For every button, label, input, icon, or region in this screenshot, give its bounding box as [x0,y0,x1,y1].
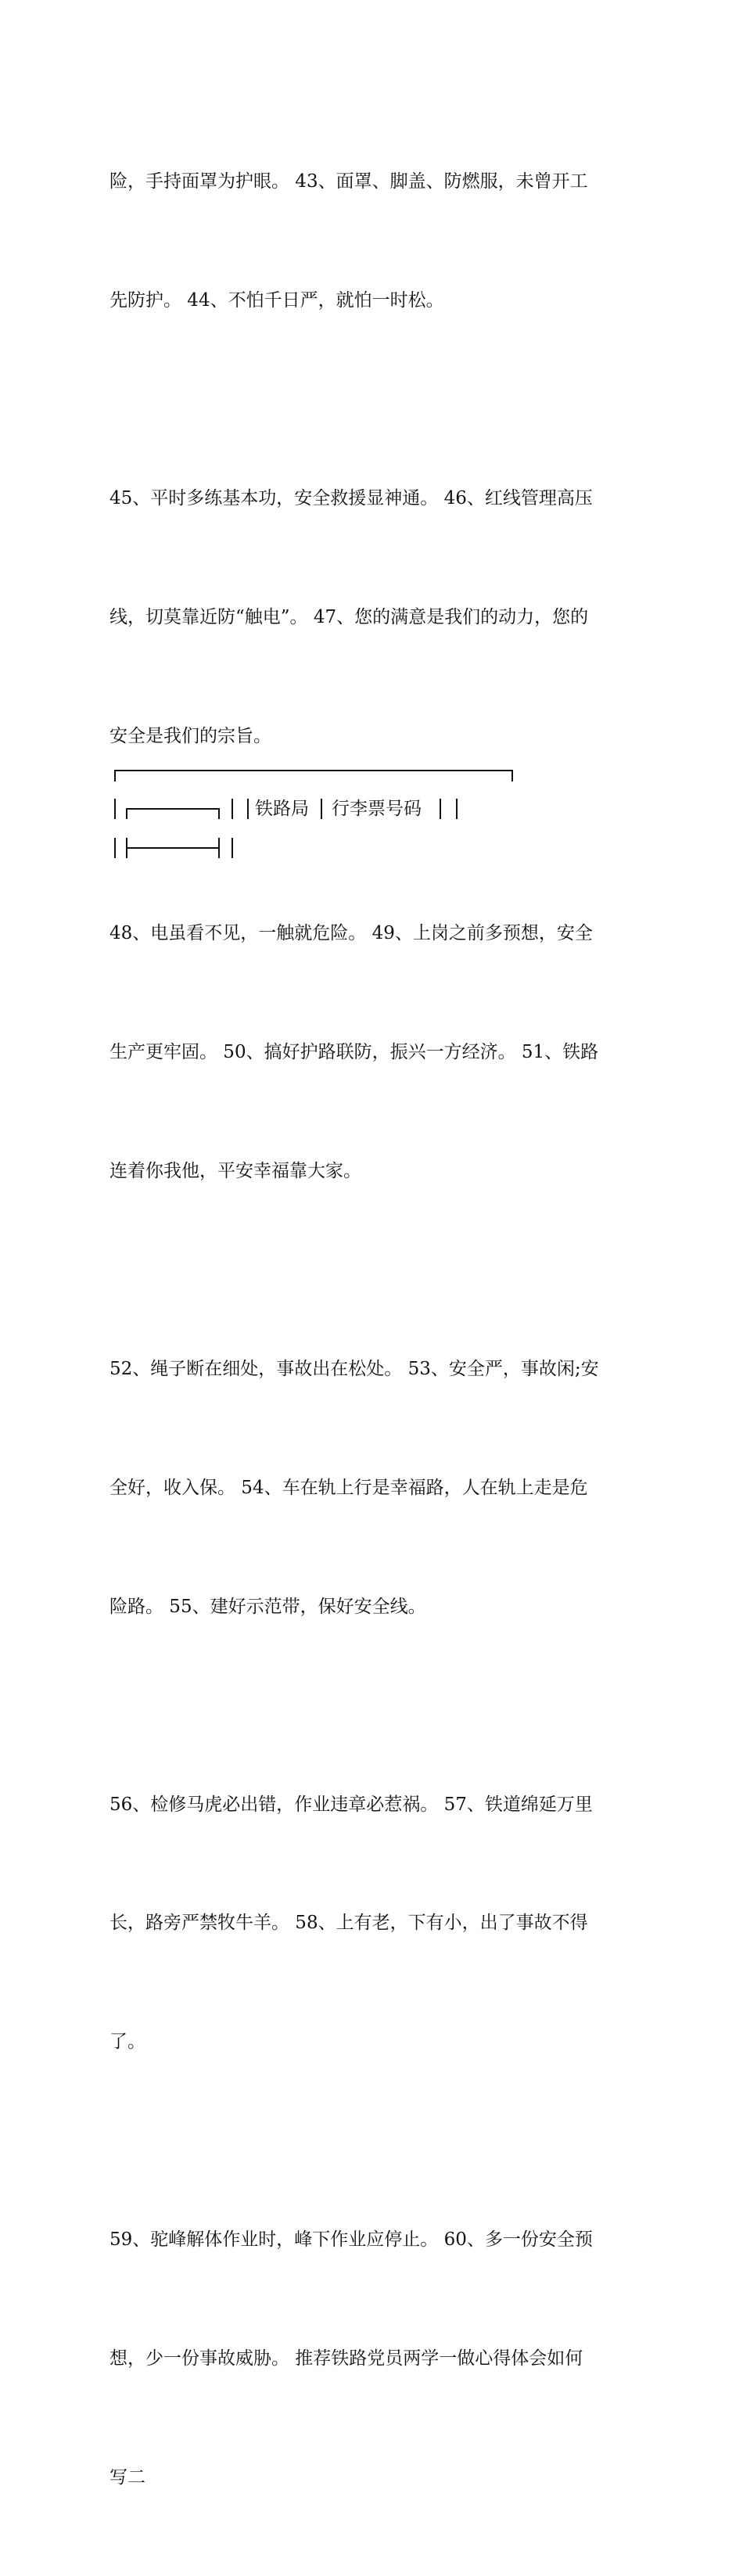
text-line: 安全是我们的宗旨。 [109,725,271,746]
ticket-top-right-tick [511,770,513,781]
paragraph-4 [109,1270,641,1706]
text-line: 写二 [109,2466,145,2488]
paragraph-6 [109,2141,641,2576]
text-line: 生产更牢固。 50、搞好护路联防，振兴一方经济。 51、铁路 [109,1042,599,1063]
text-line: 56、检修马虎必出错，作业违章必惹祸。 57、铁道绵延万里 [109,1794,593,1815]
text-line: 险，手持面罩为护眼。 43、面罩、脚盖、防燃服，未曾开工 [109,171,588,192]
text-line: 想，少一份事故威胁。 推荐铁路党员两学一做心得体会如何 [109,2348,583,2369]
ticket-inner-box-mid [126,847,220,849]
text-line: 52、绳子断在细处，事故出在松处。 53、安全严，事故闲;安 [109,1359,599,1379]
paragraph-3 [109,835,641,1270]
document-body [109,83,641,2576]
ticket-left-border [114,838,116,858]
ticket-inner-box-right [218,838,220,858]
ticket-divider [232,799,233,819]
text-line: 了。 [109,2032,145,2053]
text-line: 险路。 55、建好示范带，保好安全线。 [109,1596,426,1617]
ticket-number-label: 行李票号码 [332,799,422,819]
paragraph-1 [109,83,641,400]
text-line: 全好，收入保。 54、车在轨上行是幸福路，人在轨上走是危 [109,1477,588,1498]
text-line: 先防护。 44、不怕千日严，就怕一时松。 [109,289,444,311]
ticket-divider [321,799,322,819]
ticket-divider [247,799,249,819]
ticket-divider [232,838,233,858]
text-line: 45、平时多练基本功，安全救援显神通。 46、红线管理高压 [109,487,593,508]
text-line: 59、驼峰解体作业时，峰下作业应停止。 60、多一份安全预 [109,2229,593,2251]
ticket-bureau-label: 铁路局 [255,799,309,819]
paragraph-5 [109,1705,641,2141]
ticket-inner-box-top [126,808,220,810]
text-line: 连着你我他，平安幸福靠大家。 [109,1161,361,1182]
text-line: 线，切莫靠近防“触电”。 47、您的满意是我们的动力，您的 [109,606,589,627]
ticket-divider [456,799,458,819]
ticket-inner-box-left [126,808,127,819]
text-line: 长，路旁严禁牧牛羊。 58、上有老，下有小，出了事故不得 [109,1913,588,1934]
ticket-left-border [114,799,116,819]
ticket-top-border [114,770,513,771]
ticket-inner-box-right [218,808,220,819]
text-line: 48、电虽看不见，一触就危险。 49、上岗之前多预想，安全 [109,923,593,944]
ticket-divider [440,799,441,819]
ticket-top-left-tick [114,770,116,781]
